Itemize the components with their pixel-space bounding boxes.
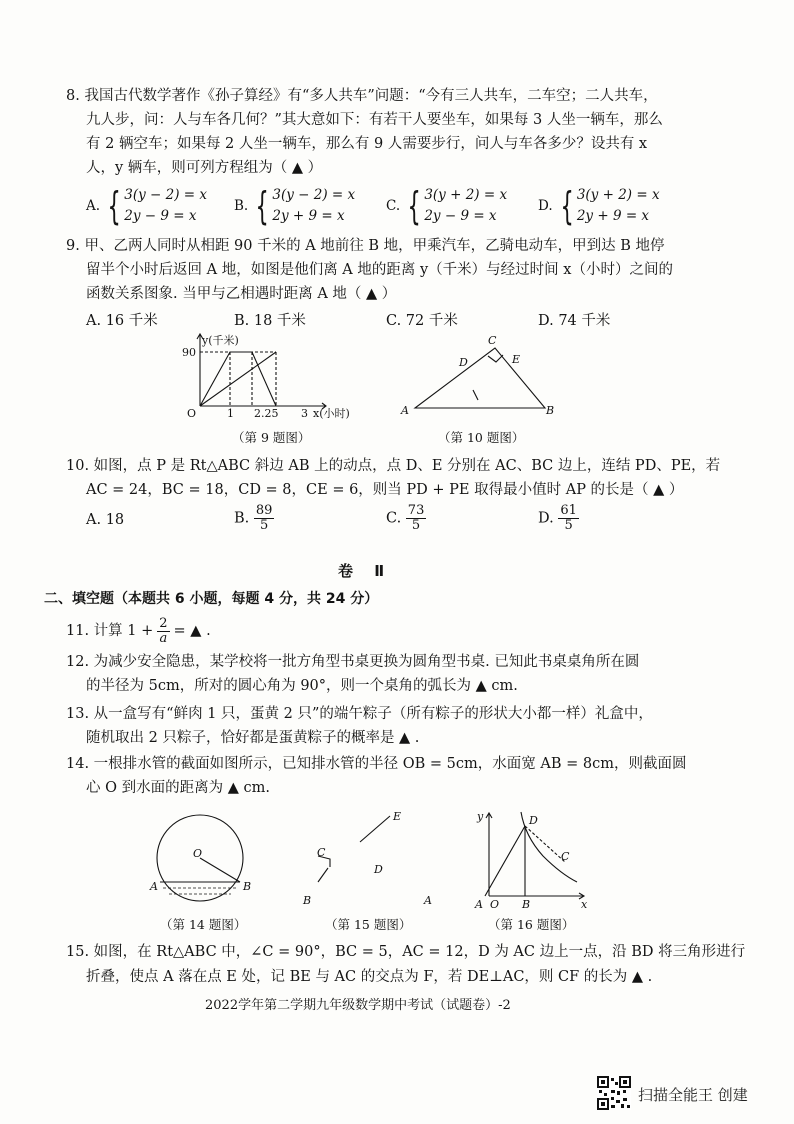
- brace-icon: {: [407, 184, 421, 228]
- point-c-label: C: [317, 846, 326, 859]
- option-label: A.: [86, 198, 101, 214]
- q9-line-2: 留半个小时后返回 A 地，如图是他们离 A 地的距离 y（千米）与经过时间 x（小时）之间的: [86, 262, 673, 278]
- x-axis-label: x(小时): [313, 407, 350, 420]
- denominator: 5: [260, 518, 269, 533]
- figure-14-pipe: [145, 810, 260, 915]
- point-a-label: A: [475, 898, 483, 911]
- figure-9-graph: [170, 330, 350, 425]
- option-label: B.: [234, 510, 250, 527]
- brace-icon: {: [255, 184, 269, 228]
- point-b-label: B: [243, 880, 252, 893]
- numerator: 73: [407, 503, 425, 518]
- equation: 2y + 9 = x: [576, 208, 650, 224]
- equation: 3(y − 2) = x: [272, 187, 356, 203]
- page-footer: 2022学年第二学期九年级数学期中考试（试题卷）-2: [205, 998, 511, 1013]
- point-a-label: A: [401, 404, 409, 417]
- point-d-label: D: [374, 863, 383, 876]
- q15-line-1: 15. 如图，在 Rt△ABC 中，∠C = 90°，BC = 5，AC = 12，D 为 AC 边上一点，沿 BD 将三角形进行: [66, 944, 746, 960]
- q12-line-2: 的半径为 5cm，所对的圆心角为 90°，则一个桌角的弧长为 ▲ cm.: [86, 678, 518, 694]
- figure-16-caption: （第 16 题图）: [488, 917, 575, 932]
- x-tick-2-25: 2.25: [254, 407, 279, 420]
- q9-option-b: B. 18 千米: [234, 313, 306, 329]
- figure-10-caption: （第 10 题图）: [438, 430, 525, 445]
- point-o-label: O: [193, 847, 203, 860]
- segment-de: [360, 816, 390, 842]
- radius-ob: [200, 858, 240, 882]
- point-b-label: B: [522, 898, 531, 911]
- denominator: 5: [411, 518, 421, 533]
- fraction: [406, 504, 427, 533]
- section-2-title: 卷 Ⅱ: [338, 562, 393, 580]
- q8-option-a: [86, 185, 207, 227]
- q15-line-2: 折叠，使点 A 落在点 E 处，记 BE 与 AC 的交点为 F，若 DE⊥AC，则 CF 的长为 ▲ .: [86, 969, 653, 985]
- point-e-label: E: [512, 353, 521, 366]
- y-axis-label: y(千米): [202, 334, 239, 347]
- equation: 3(y − 2) = x: [124, 187, 207, 203]
- option-label: D.: [538, 198, 553, 214]
- point-a-label: A: [424, 894, 432, 907]
- numerator: 89: [255, 503, 273, 518]
- origin-label: O: [187, 407, 197, 420]
- qr-code-icon: [597, 1076, 631, 1110]
- option-label: B.: [234, 198, 249, 214]
- q13-line-1: 13. 从一盒写有“鲜肉 1 只，蛋黄 2 只”的端午粽子（所有粽子的形状大小都一样）礼盒中，: [66, 706, 653, 722]
- q14-line-1: 14. 一根排水管的截面如图所示，已知排水管的半径 OB = 5cm，水面宽 AB = 8cm，则截面圆: [66, 756, 687, 772]
- brace-icon: {: [107, 184, 121, 228]
- point-d-label: D: [459, 356, 468, 369]
- q13-line-2: 随机取出 2 只粽子，恰好都是蛋黄粽子的概率是 ▲ .: [86, 730, 420, 746]
- q10-option-b: [234, 504, 274, 533]
- figure-9-caption: （第 9 题图）: [232, 430, 311, 445]
- point-a-label: A: [150, 880, 158, 893]
- numerator: 61: [560, 503, 577, 518]
- option-label: C.: [386, 510, 402, 527]
- q9-option-a: A. 16 千米: [86, 313, 158, 329]
- scanner-watermark: 扫描全能王 创建: [638, 1086, 748, 1104]
- point-b-label: B: [303, 894, 312, 907]
- equation: 2y − 9 = x: [124, 208, 197, 224]
- fraction: [254, 504, 275, 533]
- q10-line-2: AC = 24，BC = 18，CD = 8，CE = 6，则当 PD + PE 取得最小值时 AP 的长是（ ▲ ）: [86, 482, 684, 498]
- denominator: a: [159, 630, 168, 646]
- figure-16-graph: [473, 806, 598, 911]
- denominator: 5: [564, 518, 573, 533]
- segment-dc: [525, 826, 565, 862]
- triangle-abc: [415, 348, 545, 408]
- q11-prefix: 11. 计算 1 +: [66, 623, 154, 639]
- point-c-label: C: [488, 334, 497, 347]
- equation: 3(y + 2) = x: [576, 187, 660, 203]
- fraction: [558, 504, 579, 533]
- q11-suffix: = ▲ .: [173, 623, 211, 639]
- q10-option-a: A. 18: [86, 512, 125, 528]
- numerator: 2: [159, 615, 168, 631]
- equation: 2y + 9 = x: [272, 208, 345, 224]
- q8-option-b: [234, 185, 355, 227]
- point-c-label: C: [561, 850, 570, 863]
- figure-10-triangle: [395, 330, 570, 425]
- q9-option-c: C. 72 千米: [386, 313, 458, 329]
- q10-option-c: [386, 504, 426, 533]
- q8-line-4: 人，y 辆车，则可列方程组为（ ▲ ）: [86, 160, 323, 176]
- question-11: [66, 616, 211, 646]
- equation: 2y − 9 = x: [424, 208, 497, 224]
- x-axis-label: x: [581, 898, 588, 911]
- q9-option-d: D. 74 千米: [538, 313, 611, 329]
- point-b-label: B: [546, 404, 555, 417]
- figure-15-caption: （第 15 题图）: [325, 917, 412, 932]
- right-angle-mark: [488, 355, 503, 362]
- point-e-label: E: [393, 810, 402, 823]
- figure-15-fold: [300, 806, 440, 911]
- point-d-label: D: [529, 814, 538, 827]
- q12-line-1: 12. 为减少安全隐患，某学校将一批方角型书桌更换为圆角型书桌. 已知此书桌桌角所在圆: [66, 654, 640, 670]
- q8-option-d: [538, 185, 660, 227]
- water-hatch: [163, 888, 237, 894]
- q8-line-3: 有 2 辆空车；如果每 2 人坐一辆车，那么有 9 人需要步行，问人与车各多少？设共有 x: [86, 136, 648, 152]
- q10-option-d: [538, 504, 579, 533]
- x-tick-1: 1: [227, 407, 234, 420]
- option-label: C.: [386, 198, 401, 214]
- equation: 3(y + 2) = x: [424, 187, 508, 203]
- fraction: [157, 617, 169, 646]
- segment-bc: [318, 868, 328, 882]
- option-label: D.: [538, 510, 554, 527]
- q10-line-1: 10. 如图，点 P 是 Rt△ABC 斜边 AB 上的动点，点 D、E 分别在 AC、BC 边上，连结 PD、PE，若: [66, 458, 721, 474]
- q14-line-2: 心 O 到水面的距离为 ▲ cm.: [86, 780, 270, 796]
- q9-line-3: 函数关系图象. 当甲与乙相遇时距离 A 地（ ▲ ）: [86, 286, 397, 302]
- y-axis-label: y: [477, 810, 484, 823]
- x-tick-3: 3: [301, 407, 308, 420]
- q9-line-1: 9. 甲、乙两人同时从相距 90 千米的 A 地前往 B 地，甲乘汽车，乙骑电动车，甲到达 B 地停: [66, 238, 665, 254]
- q8-line-2: 九人步，问：人与车各几何？”其大意如下：有若干人要坐车，如果每 3 人坐一辆车，那么: [86, 112, 663, 128]
- figure-14-caption: （第 14 题图）: [160, 917, 247, 932]
- q8-option-c: [386, 185, 507, 227]
- q8-line-1: 8. 我国古代数学著作《孙子算经》有“多人共车”问题：“今有三人共车，二车空；二人共车，: [66, 88, 658, 104]
- segment-ad: [485, 826, 525, 896]
- section-2-header: 二、填空题（本题共 6 小题，每题 4 分，共 24 分）: [44, 591, 379, 607]
- brace-icon: {: [560, 184, 574, 228]
- y-tick-90: 90: [182, 346, 196, 359]
- segment-mark: [473, 390, 478, 400]
- origin-label: O: [490, 898, 500, 911]
